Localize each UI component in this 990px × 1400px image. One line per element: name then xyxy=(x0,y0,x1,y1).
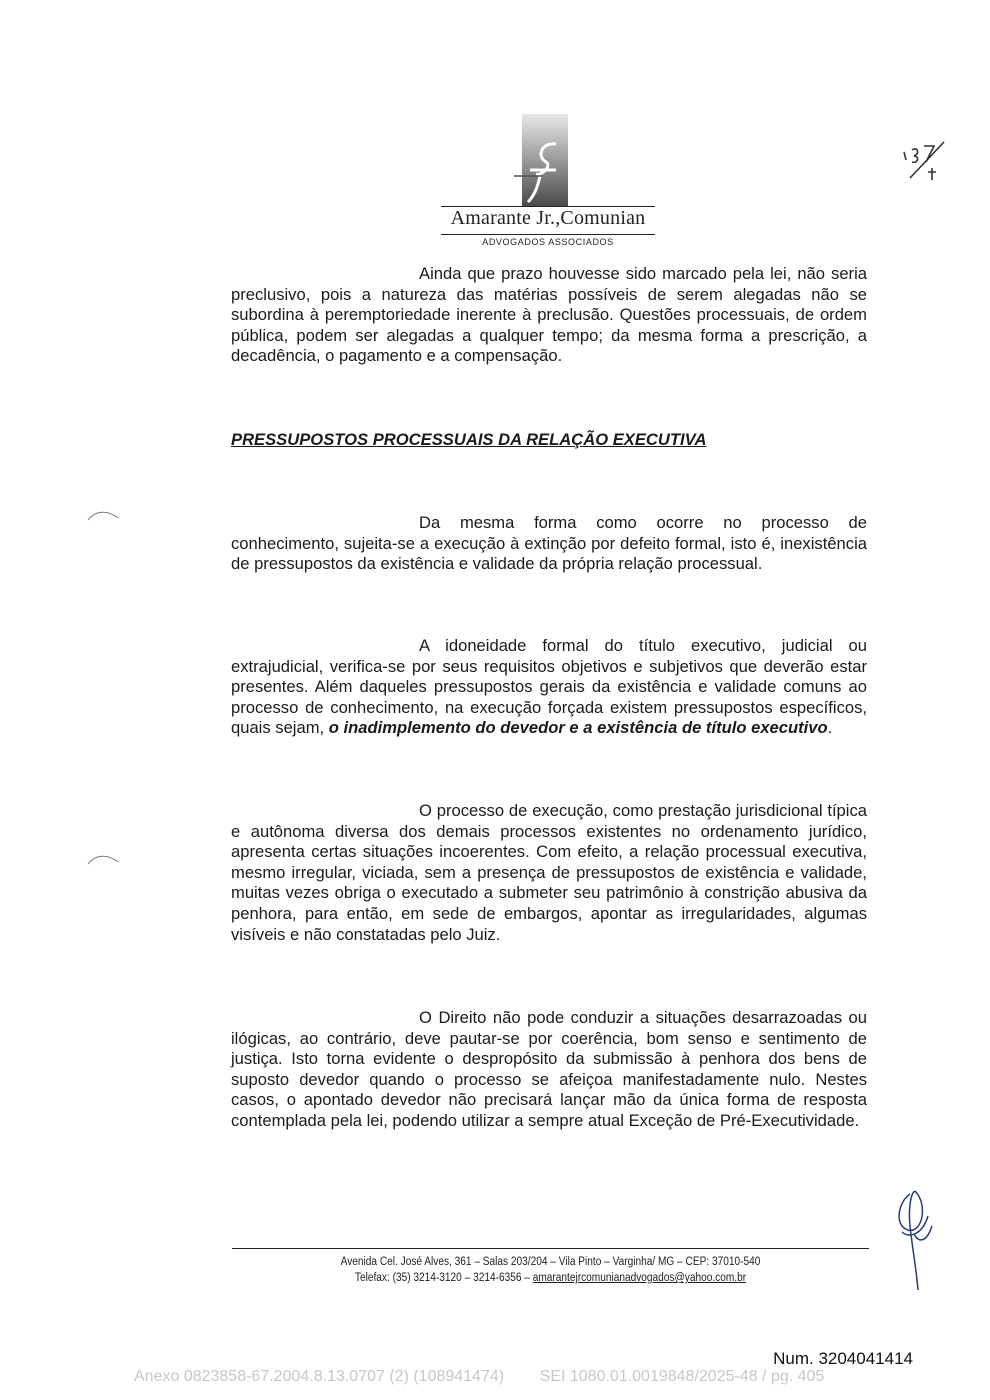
folio-mark-icon xyxy=(896,138,954,186)
punch-mark-icon xyxy=(86,852,120,868)
paragraph-1: Ainda que prazo houvesse sido marcado pela lei, não seria preclusivo, pois a natureza das matérias possíveis de serem alegadas não se subordina à peremptoriedade inerente à preclusão. Questões processuais, de ordem pública, podem ser alegadas a qualquer tempo; da mesma forma a prescrição, a decadência, o pagamento e a compensação. xyxy=(231,264,867,366)
footer-rule xyxy=(232,1248,869,1249)
paragraph-4: O processo de execução, como prestação jurisdicional típica e autônoma diversa dos demais processos existentes no ordenamento jurídico, apresenta certas situações incoerentes. Com efeito, a relação processual executiva, mesmo irregular, viciada, sem a presença de pressupostos de existência e validade, muitas vezes obriga o executado a submeter seu patrimônio à constrição abusiva da penhora, para então, em sede de embargos, apontar as irregularidades, algumas visíveis e não constatadas pelo Juiz. xyxy=(231,801,867,944)
footer-address: Avenida Cel. José Alves, 361 – Salas 203/204 – Vila Pinto – Varginha/ MG – CEP: 37010-540 xyxy=(340,1256,761,1268)
footer-contact: Telefax: (35) 3214-3120 – 3214-6356 – amarantejrcomunianadvogados@yahoo.com.br xyxy=(354,1272,747,1284)
section-heading: PRESSUPOSTOS PROCESSUAIS DA RELAÇÃO EXECUTIVA xyxy=(231,430,707,449)
firm-subtitle: ADVOGADOS ASSOCIADOS xyxy=(482,237,614,247)
document-number: Num. 3204041414 xyxy=(773,1349,913,1368)
annex-reference: Anexo 0823858-67.2004.8.13.0707 (2) (108941474) SEI 1080.01.0019848/2025-48 / pg. 405 xyxy=(134,1368,825,1385)
punch-mark-icon xyxy=(86,508,120,524)
paragraph-3: A idoneidade formal do título executivo, judicial ou extrajudicial, verifica-se por seus requisitos objetivos e subjetivos que deverão estar presentes. Além daqueles pressupostos gerais da existência e validade comuns ao processo de conhecimento, na execução forçada existem pressupostos específicos, quais sejam, o inadimplemento do devedor e a existência de título executivo. xyxy=(231,636,867,738)
signature-initials-icon xyxy=(888,1186,938,1298)
paragraph-5: O Direito não pode conduzir a situações desarrazoadas ou ilógicas, ao contrário, deve pautar-se por coerência, bom senso e sentimento de justiça. Isto torna evidente o despropósito da submissão à penhora dos bens de suposto devedor quando o processo se afeiçoa manifestadamente nulo. Nestes casos, o apontado devedor não precisará lançar mão da única forma de resposta contemplada pela lei, podendo utilizar a sempre atual Exceção de Pré-Executividade. xyxy=(231,1008,867,1130)
paragraph-2: Da mesma forma como ocorre no processo de conhecimento, sujeita-se a execução à extinção por defeito formal, isto é, inexistência de pressupostos da existência e validade da própria relação processual. xyxy=(231,513,867,574)
firm-name: Amarante Jr.,Comunian xyxy=(450,207,646,229)
footer-email-link[interactable]: amarantejrcomunianadvogados@yahoo.com.br xyxy=(532,1272,747,1284)
letterhead-rule-bottom xyxy=(441,234,655,235)
emphasized-text: o inadimplemento do devedor e a existência de título executivo xyxy=(328,718,828,738)
firm-logo-icon xyxy=(512,114,570,206)
